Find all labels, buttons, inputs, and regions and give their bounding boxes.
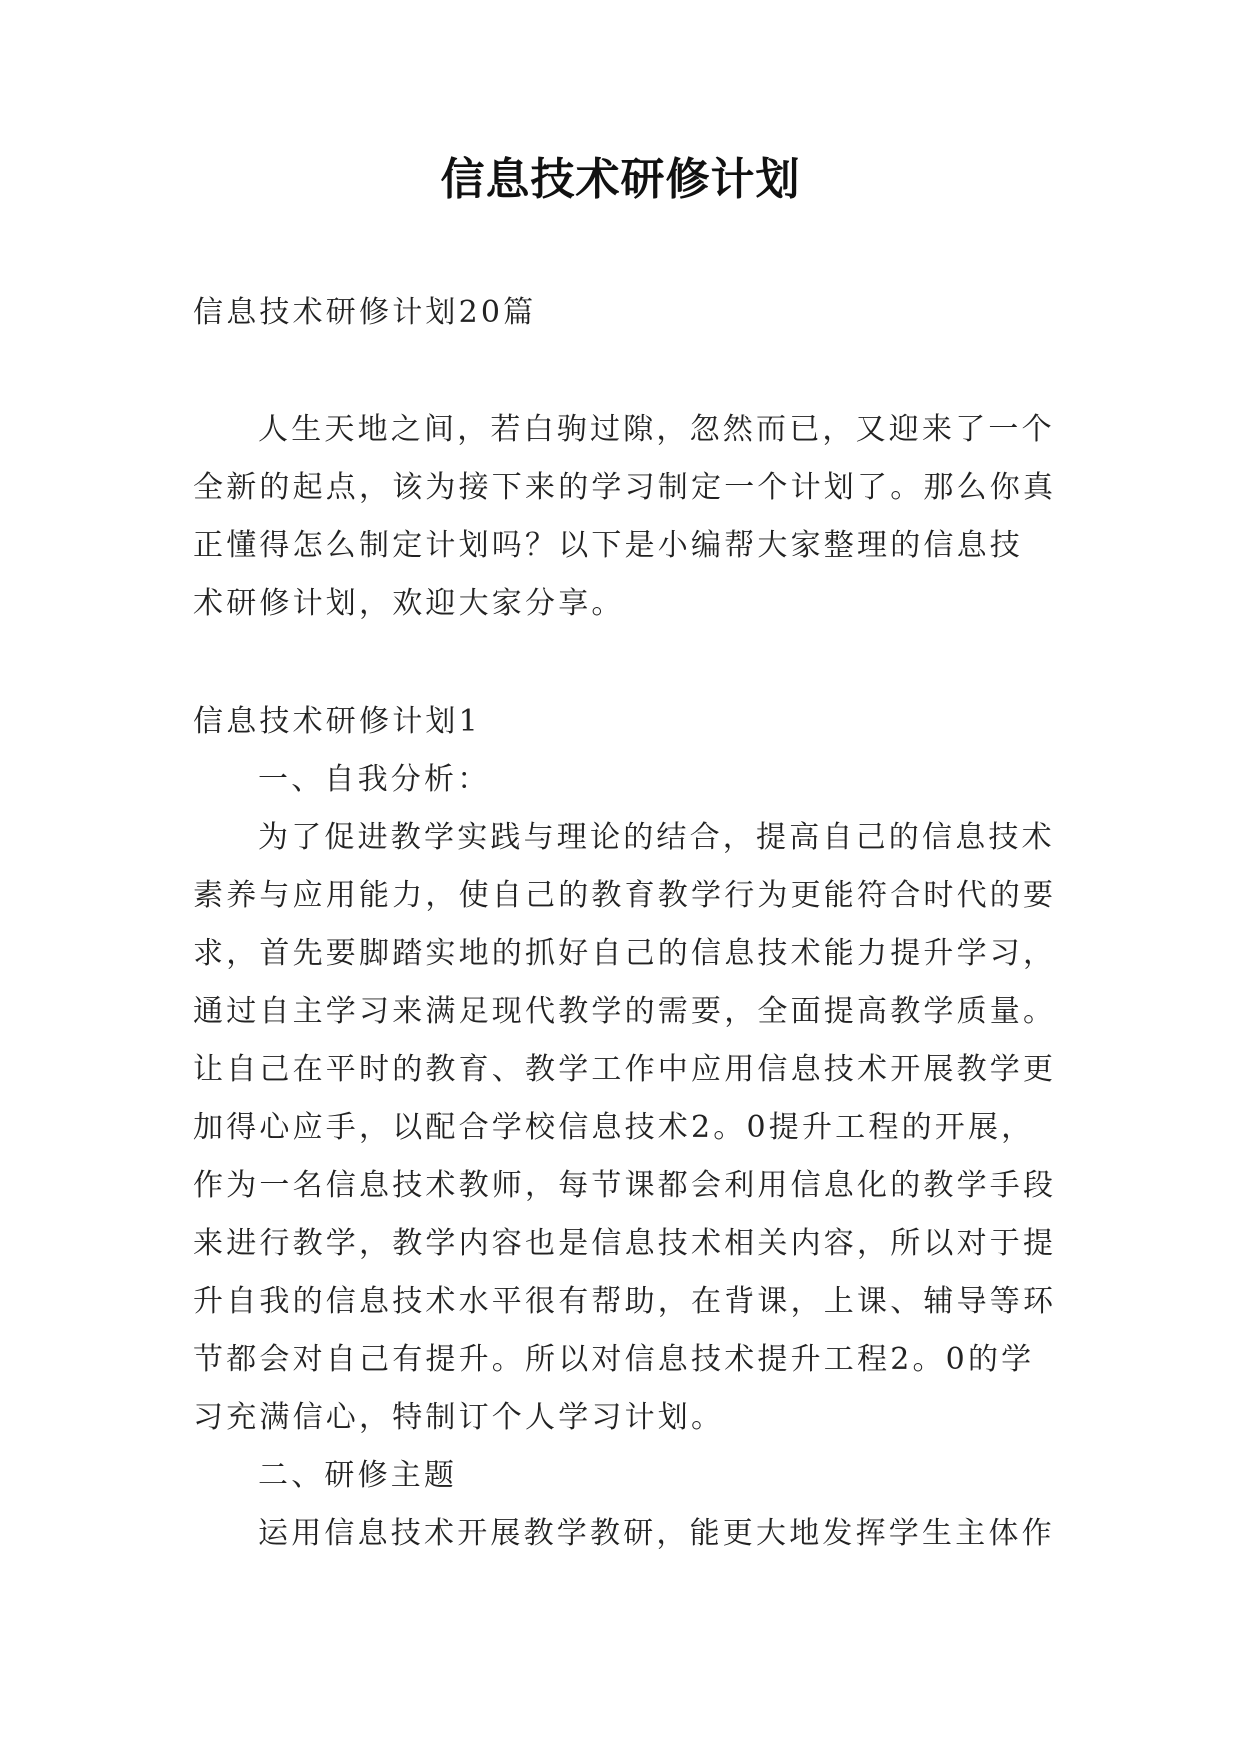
subsection-heading: 一、自我分析： <box>258 762 491 797</box>
intro-paragraph-line: 人生天地之间，若白驹过隙，忽然而已，又迎来了一个 <box>258 412 1055 447</box>
intro-paragraph-line: 术研修计划，欢迎大家分享。 <box>193 586 625 621</box>
body-paragraph-line: 求，首先要脚踏实地的抓好自己的信息技术能力提升学习， <box>193 936 1057 971</box>
body-paragraph-line: 让自己在平时的教育、教学工作中应用信息技术开展教学更 <box>193 1052 1057 1087</box>
document-subtitle: 信息技术研修计划20篇 <box>193 295 537 330</box>
document-title: 信息技术研修计划 <box>440 154 801 205</box>
body-paragraph-line: 通过自主学习来满足现代教学的需要，全面提高教学质量。 <box>193 994 1057 1029</box>
body-paragraph-line: 素养与应用能力，使自己的教育教学行为更能符合时代的要 <box>193 878 1057 913</box>
subsection-heading: 二、研修主题 <box>258 1458 458 1493</box>
body-paragraph-line: 作为一名信息技术教师，每节课都会利用信息化的教学手段 <box>193 1168 1057 1203</box>
body-paragraph-line: 加得心应手，以配合学校信息技术2。0提升工程的开展， <box>193 1110 1035 1145</box>
intro-paragraph-line: 正懂得怎么制定计划吗？以下是小编帮大家整理的信息技 <box>193 528 1023 563</box>
body-paragraph-line: 节都会对自己有提升。所以对信息技术提升工程2。0的学 <box>193 1342 1035 1377</box>
body-paragraph-line: 习充满信心，特制订个人学习计划。 <box>193 1400 725 1435</box>
body-paragraph-line: 为了促进教学实践与理论的结合，提高自己的信息技术 <box>258 820 1055 855</box>
body-paragraph-line: 升自我的信息技术水平很有帮助，在背课，上课、辅导等环 <box>193 1284 1057 1319</box>
body-paragraph-line: 来进行教学，教学内容也是信息技术相关内容，所以对于提 <box>193 1226 1057 1261</box>
body-paragraph-line: 运用信息技术开展教学教研，能更大地发挥学生主体作 <box>258 1516 1055 1551</box>
section-heading: 信息技术研修计划1 <box>193 704 481 739</box>
intro-paragraph-line: 全新的起点，该为接下来的学习制定一个计划了。那么你真 <box>193 470 1057 505</box>
